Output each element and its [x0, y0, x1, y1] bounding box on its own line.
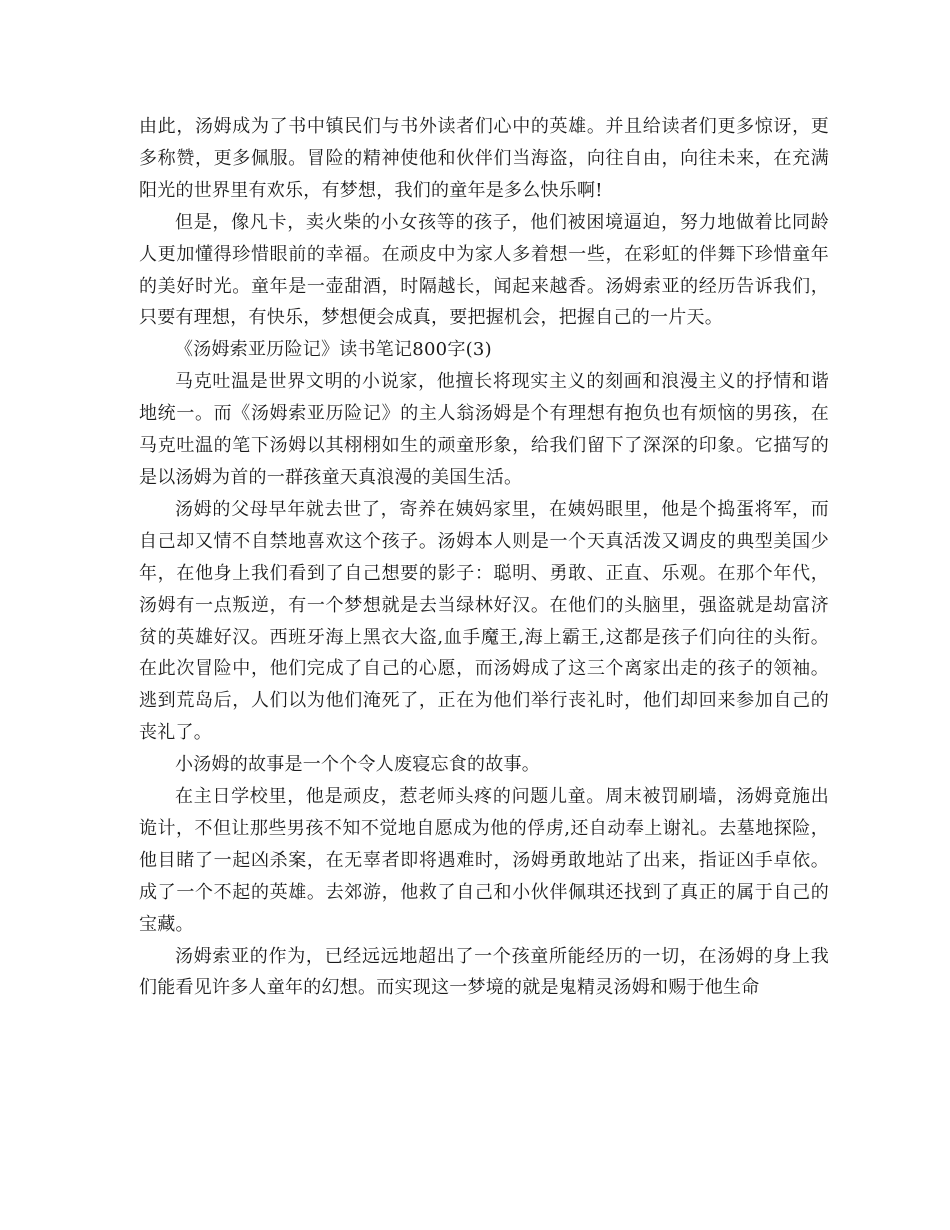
- paragraph-childhood: 但是，像凡卡，卖火柴的小女孩等的孩子，他们被困境逼迫，努力地做着比同龄人更加懂得珍惜眼前的幸福。在顽皮中为家人多着想一些，在彩虹的伴舞下珍惜童年的美好时光。童年是一壶甜酒，时隔越长，闻起来越香。汤姆索亚的经历告诉我们，只要有理想，有快乐，梦想便会成真，要把握机会，把握自己的一片天。: [139, 211, 829, 329]
- paragraph-tom-hero: 由此，汤姆成为了书中镇民们与书外读者们心中的英雄。并且给读者们更多惊讶，更多称赞，更多佩服。冒险的精神使他和伙伴们当海盗，向往自由，向往未来，在充满阳光的世界里有欢乐，有梦想，我们的童年是多么快乐啊!: [139, 116, 829, 201]
- paragraph-tom-deeds: 汤姆索亚的作为，已经远远地超出了一个孩童所能经历的一切，在汤姆的身上我们能看见许多人童年的幻想。而实现这一梦境的就是鬼精灵汤姆和赐于他生命: [139, 945, 829, 999]
- paragraph-mark-twain: 马克吐温是世界文明的小说家，他擅长将现实主义的刻画和浪漫主义的抒情和谐地统一。而《汤姆索亚历险记》的主人翁汤姆是个有理想有抱负也有烦恼的男孩，在马克吐温的笔下汤姆以其栩栩如生的顽童形象，给我们留下了深深的印象。它描写的是以汤姆为首的一群孩童天真浪漫的美国生活。: [139, 371, 829, 488]
- paragraph-sunday-school: 在主日学校里，他是顽皮，惹老师头疼的问题儿童。周末被罚刷墙，汤姆竟施出诡计，不但让那些男孩不知不觉地自愿成为他的俘虏,还自动奉上谢礼。去墓地探险，他目睹了一起凶杀案，在无辜者即将遇难时，汤姆勇敢地站了出来，指证凶手卓依。成了一个不起的英雄。去郊游，他救了自己和小伙伴佩琪还找到了真正的属于自己的宝藏。: [139, 786, 829, 935]
- paragraph-tom-parents: 汤姆的父母早年就去世了，寄养在姨妈家里，在姨妈眼里，他是个捣蛋将军，而自己却又情不自禁地喜欢这个孩子。汤姆本人则是一个天真活泼又调皮的典型美国少年，在他身上我们看到了自己想要的影子：聪明、勇敢、正直、乐观。在那个年代，汤姆有一点叛逆，有一个梦想就是去当绿林好汉。在他们的头脑里，强盗就是劫富济贫的英雄好汉。西班牙海上黑衣大盗,血手魔王,海上霸王,这都是孩子们向往的头衔。在此次冒险中，他们完成了自己的心愿，而汤姆成了这三个离家出走的孩子的领袖。逃到荒岛后，人们以为他们淹死了，正在为他们举行丧礼时，他们却回来参加自己的丧礼了。: [139, 498, 829, 744]
- section-title: 《汤姆索亚历险记》读书笔记800字(3): [175, 339, 492, 361]
- document-page: [139, 111, 829, 1004]
- paragraph-stories: 小汤姆的故事是一个个令人废寝忘食的故事。: [175, 754, 540, 776]
